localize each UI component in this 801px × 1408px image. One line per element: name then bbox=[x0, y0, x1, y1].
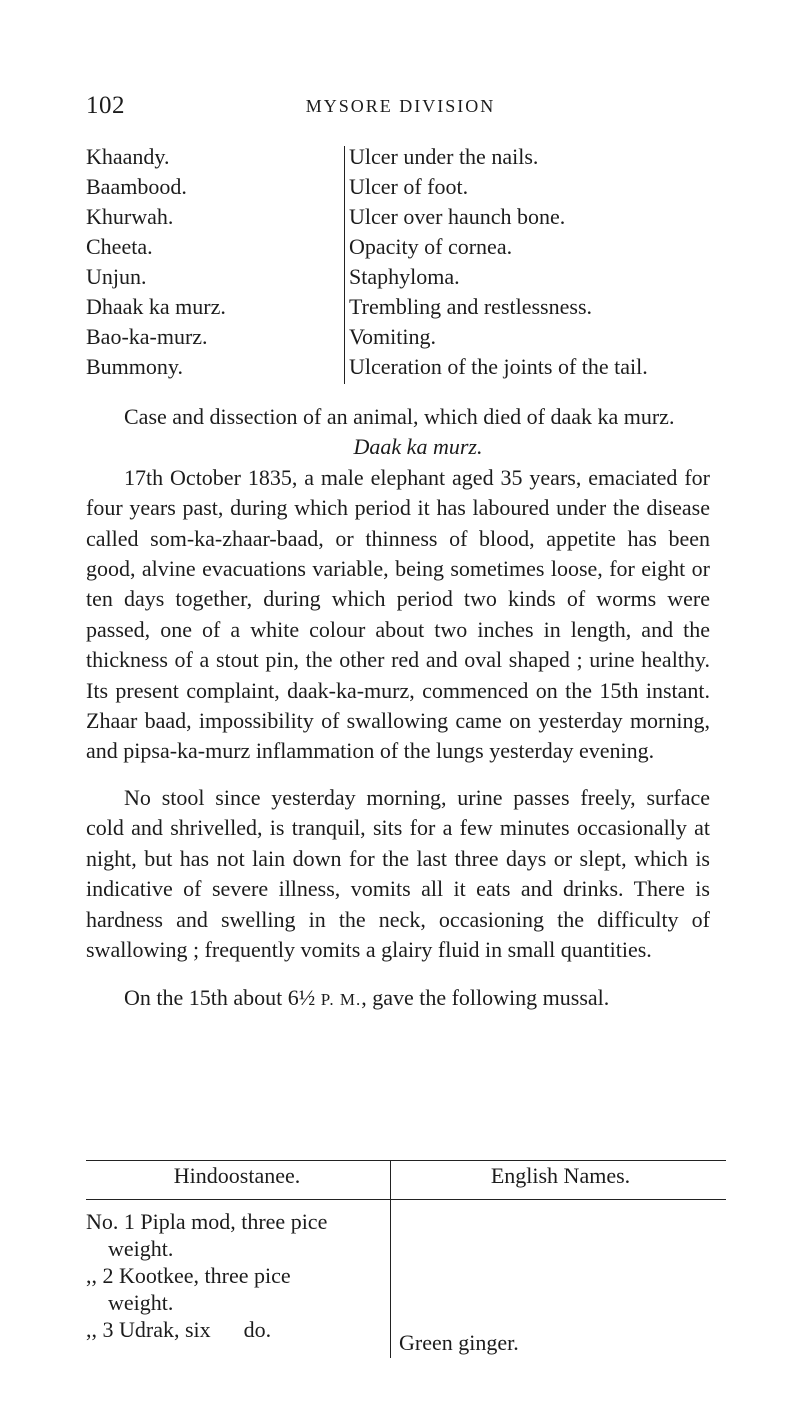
hindoostanee-cell bbox=[86, 1200, 391, 1359]
glossary-description: Ulcer of foot. bbox=[349, 174, 469, 199]
case-subheading: Daak ka murz. bbox=[353, 434, 483, 460]
mussal-item bbox=[86, 1316, 388, 1343]
mussal-intro bbox=[86, 983, 710, 1015]
disease-glossary bbox=[86, 142, 766, 384]
mussal-intro-start: On the 15th about 6½ bbox=[124, 985, 321, 1011]
mussal-item-line: ,, 3 Udrak, six do. bbox=[86, 1317, 272, 1342]
case-intro: Case and dissection of an animal, which died of daak ka murz. bbox=[124, 404, 675, 429]
glossary-description: Ulceration of the joints of the tail. bbox=[349, 354, 648, 379]
mussal-item-line: No. 1 Pipla mod, three pice bbox=[86, 1209, 328, 1234]
glossary-name: Unjun. bbox=[86, 264, 147, 289]
column-header-hindoostanee: Hindoostanee. bbox=[86, 1161, 391, 1200]
column-header-english: English Names. bbox=[391, 1161, 727, 1200]
glossary-name: Khaandy. bbox=[86, 144, 170, 169]
glossary-name: Bummony. bbox=[86, 354, 183, 379]
mussal-item-line: weight. bbox=[108, 1236, 174, 1261]
glossary-descriptions bbox=[345, 142, 648, 384]
glossary-description: Vomiting. bbox=[349, 324, 437, 349]
glossary-description: Trembling and restlessness. bbox=[349, 294, 593, 319]
english-name: Green ginger. bbox=[399, 1330, 519, 1355]
glossary-names bbox=[86, 142, 344, 384]
glossary-name: Dhaak ka murz. bbox=[86, 294, 226, 319]
glossary-description: Staphyloma. bbox=[349, 264, 460, 289]
english-names-area bbox=[395, 1208, 726, 1358]
glossary-name: Bao-ka-murz. bbox=[86, 324, 208, 349]
mussal-item bbox=[86, 1208, 388, 1262]
case-paragraph: No stool since yesterday morning, urine passes freely, surface cold and shrivelled, is tranquil, sits for a few minutes occasionally at night, but has not lain down for the last three days or slept, which is indicative of severe illness, vomits all it eats and drinks. There is hardness and swelling in the neck, occasioning the difficulty of swallowing ; frequently vomits a glairy fluid in small quantities. bbox=[86, 784, 710, 962]
glossary-name: Khurwah. bbox=[86, 204, 174, 229]
mussal-item-line: ,, 2 Kootkee, three pice bbox=[86, 1263, 291, 1288]
glossary-description: Ulcer over haunch bone. bbox=[349, 204, 566, 229]
mussal-table bbox=[86, 1160, 726, 1358]
glossary-description: Opacity of cornea. bbox=[349, 234, 513, 259]
mussal-item-line: weight. bbox=[108, 1290, 174, 1315]
mussal-item bbox=[86, 1262, 388, 1316]
glossary-name: Baambood. bbox=[86, 174, 187, 199]
glossary-description: Ulcer under the nails. bbox=[349, 144, 539, 169]
glossary-name: Cheeta. bbox=[86, 234, 153, 259]
case-paragraph: 17th October 1835, a male elephant aged 35 years, emaciated for four years past, during which period it has laboured under the disease called som-ka-zhaar-baad, or thinness of blood, appetite has been good, alvine evacuations variable, being sometimes loose, for eight or ten days together, during which period two kinds of worms were passed, one of a white colour about two inches in length, and the thickness of a stout pin, the other red and oval shaped ; urine healthy. Its present complaint, daak-ka-murz, commenced on the 15th instant. Zhaar baad, impossibility of swallowing came on yesterday morning, and pipsa-ka-murz inflammation of the lungs yesterday evening. bbox=[86, 464, 710, 764]
running-title: MYSORE DIVISION bbox=[305, 96, 496, 116]
mussal-intro-time: P. M. bbox=[320, 990, 362, 1010]
page-number: 102 bbox=[86, 92, 125, 119]
case-text bbox=[86, 402, 710, 1016]
english-names-cell bbox=[391, 1200, 727, 1359]
mussal-intro-end: , gave the following mussal. bbox=[361, 985, 610, 1011]
